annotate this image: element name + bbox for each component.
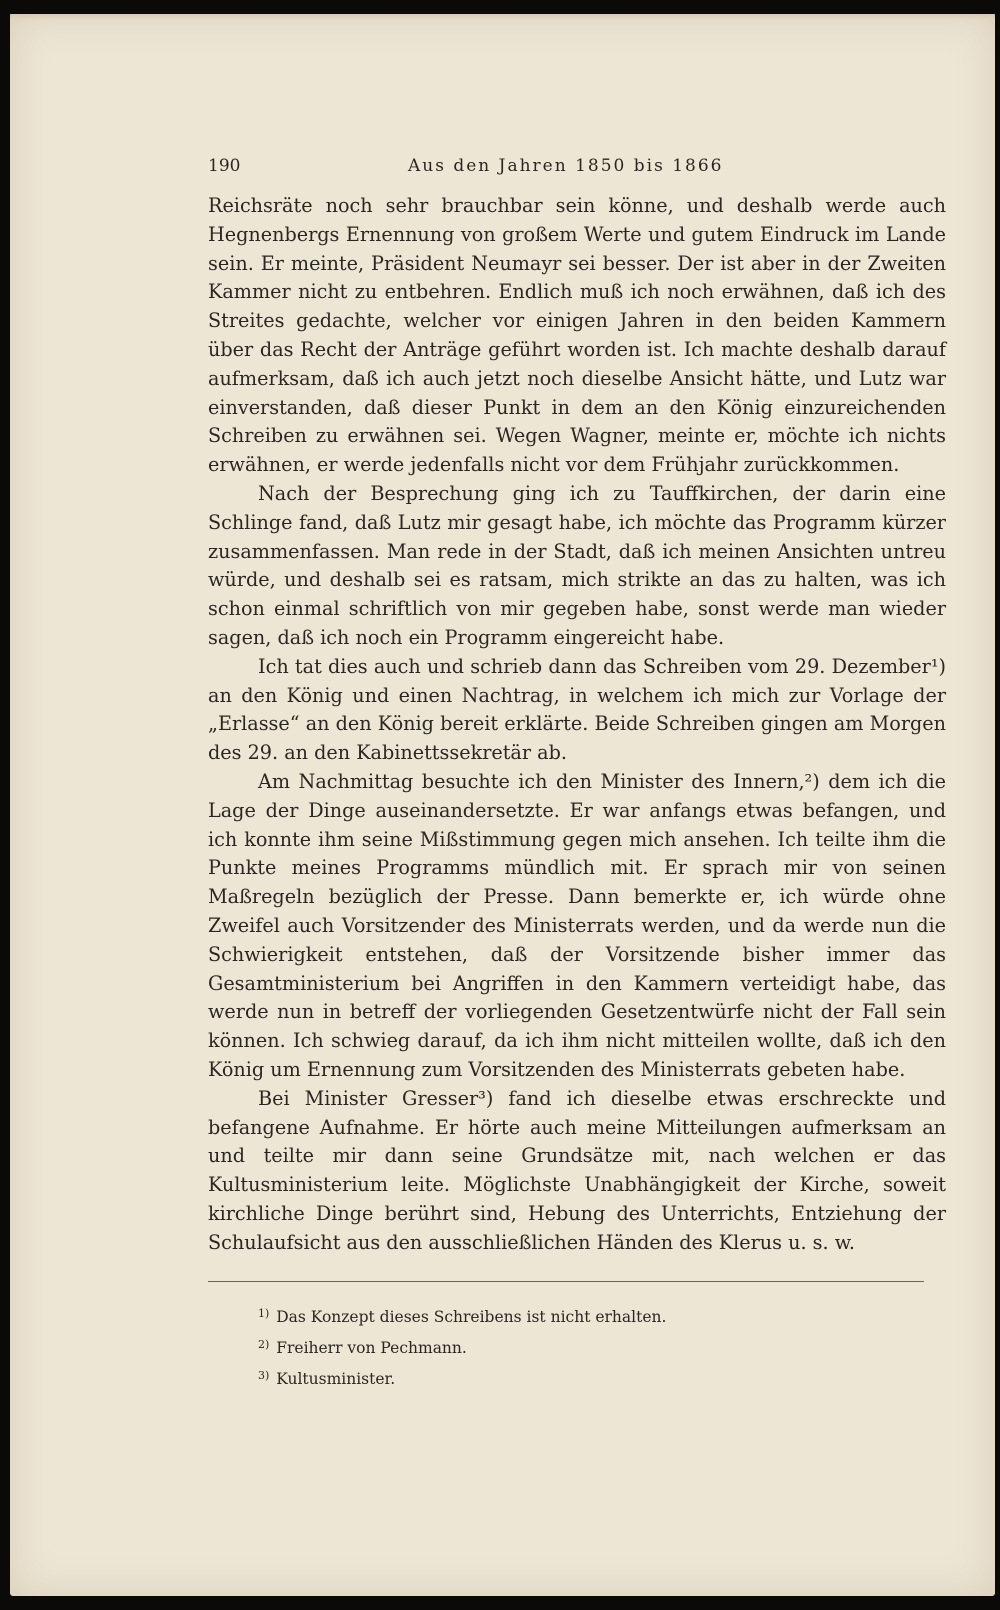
footnote-divider bbox=[208, 1281, 924, 1282]
footnote-text: Kultusminister. bbox=[276, 1370, 396, 1389]
book-page bbox=[10, 14, 995, 1596]
paragraph: Reichsräte noch sehr brauchbar sein könne, und deshalb werde auch Hegnenbergs Ernennung von großem Werte und gutem Eindruck im Lande sein. Er meinte, Präsident Neumayr sei besser. Der ist aber in der Zweiten Kammer nicht zu entbehren. Endlich muß ich noch erwähnen, daß ich des Streites gedachte, welcher vor einigen Jahren in den beiden Kammern über das Recht der Anträge geführt worden ist. Ich machte deshalb darauf aufmerksam, daß ich auch jetzt noch dieselbe Ansicht hätte, und Lutz war einverstanden, daß dieser Punkt in dem an den König einzureichenden Schreiben zu erwähnen sei. Wegen Wagner, meinte er, möchte ich nichts erwähnen, er werde jedenfalls nicht vor dem Frühjahr zurückkommen. bbox=[208, 194, 946, 477]
page-content bbox=[208, 156, 946, 1393]
footnote bbox=[258, 1331, 946, 1362]
footnote-text: Freiherr von Pechmann. bbox=[276, 1339, 467, 1358]
footnote bbox=[258, 1362, 946, 1393]
footnotes bbox=[208, 1300, 946, 1393]
page-number: 190 bbox=[208, 156, 241, 176]
paragraph: Ich tat dies auch und schrieb dann das Schreiben vom 29. Dezember¹) an den König und einen Nachtrag, in welchem ich mich zur Vorlage der „Erlasse“ an den König bereit erklärte. Beide Schreiben gingen am Morgen des 29. an den Kabinettssekretär ab. bbox=[208, 654, 946, 765]
footnote-text: Das Konzept dieses Schreibens ist nicht erhalten. bbox=[276, 1308, 667, 1327]
footnote-mark: 2) bbox=[258, 1338, 270, 1352]
paragraph: Nach der Besprechung ging ich zu Tauffkirchen, der darin eine Schlinge fand, daß Lutz mir gesagt habe, ich möchte das Programm kürzer zusammenfassen. Man rede in der Stadt, daß ich meinen Ansichten untreu würde, und deshalb sei es ratsam, mich strikte an das zu halten, was ich schon einmal schriftlich von mir gegeben habe, sonst werde man wieder sagen, daß ich noch ein Programm eingereicht habe. bbox=[208, 481, 946, 649]
paragraph: Am Nachmittag besuchte ich den Minister des Innern,²) dem ich die Lage der Dinge auseinandersetzte. Er war anfangs etwas befangen, und ich konnte ihm seine Mißstimmung gegen mich ansehen. Ich teilte ihm die Punkte meines Programms mündlich mit. Er sprach mir von seinen Maßregeln bezüglich der Presse. Dann bemerkte er, ich würde ohne Zweifel auch Vorsitzender des Ministerrats werden, und da werde nun die Schwierigkeit entstehen, daß der Vorsitzende bisher immer das Gesamtministerium bei Angriffen in den Kammern verteidigt habe, das werde nun in betreff der vorliegenden Gesetzentwürfe nicht der Fall sein können. Ich schwieg darauf, da ich ihm nicht mitteilen wollte, daß ich den König um Ernennung zum Vorsitzenden des Ministerrats gebeten habe. bbox=[208, 769, 946, 1081]
page-header bbox=[208, 156, 946, 184]
paragraph: Bei Minister Gresser³) fand ich dieselbe etwas erschreckte und befangene Aufnahme. Er hörte auch meine Mitteilungen aufmerksam an und teilte mir dann seine Grundsätze mit, nach welchen er das Kultusministerium leite. Möglichste Unabhängigkeit der Kirche, soweit kirchliche Dinge berührt sind, Hebung des Unterrichts, Entziehung der Schulaufsicht aus den ausschließlichen Händen des Klerus u. s. w. bbox=[208, 1086, 946, 1254]
body-text bbox=[208, 192, 946, 1257]
footnote-mark: 3) bbox=[258, 1369, 270, 1383]
footnote-mark: 1) bbox=[258, 1307, 270, 1321]
running-head: Aus den Jahren 1850 bis 1866 bbox=[408, 156, 724, 176]
footnote bbox=[258, 1300, 946, 1331]
